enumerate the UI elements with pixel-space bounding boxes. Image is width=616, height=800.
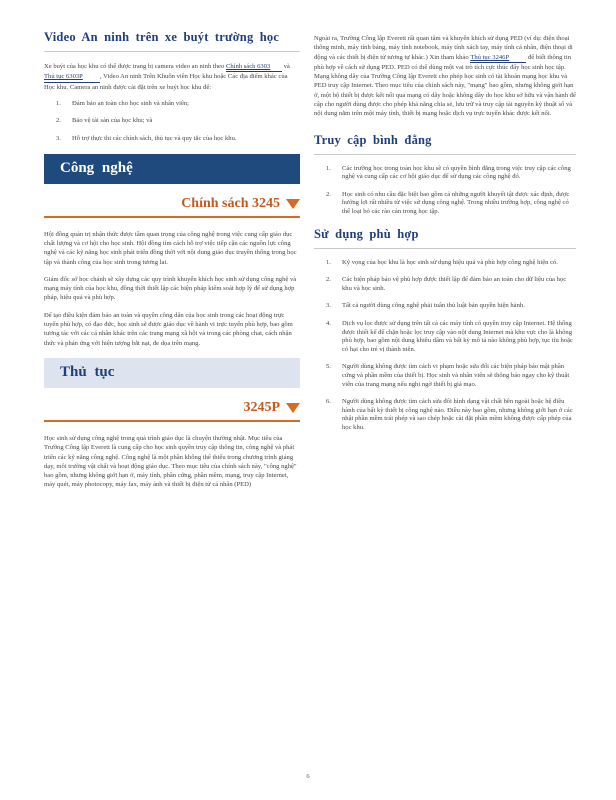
procedure-3245p-label: 3245P [243, 399, 280, 415]
ped-intro-text-2: để biết thông tin phù hợp về cách sử dụng PED. PED có thể dùng một vai trò tích cực thúc đẩy học sinh học tập. Mạng không dây của Trường Công lập Everett cho phép học sinh có tài khoản mạng học khu và PED truy cập Internet. Theo mục tiêu của chính sách này, "mạng" bao gồm, nhưng không giới hạn ở, một bộ thiết bị được kết nối qua mạng có dây hoặc không dây do học khu sở hữu và vận hành để cập cho người dùng được cho phép khả năng chia sẻ, lưu trữ và truy cập tài nguyên kỹ thuật số và nội dung nằm trên một máy tính, thiết bị mạng hoặc dịch vụ trực tuyến khác được kết nối. [314, 53, 576, 118]
list-item: 2. Học sinh có nhu cầu đặc biệt bao gồm cả những người khuyết tật được xác định, được hướng lợi rất nhiều từ việc sử dụng công nghệ. Trong nhiều trường hợp, công nghệ có thể loại bỏ các rào cản trong học tập. [326, 190, 570, 216]
video-intro-text-2: , Video An ninh Trên Khuôn viên Học khu hoặc Các địa điểm khác của Học khu. Camera an ninh được cài đặt trên xe buýt học khu để: [44, 73, 288, 91]
list-item: 3. Tất cả người dùng công nghệ phải tuân thủ luật bản quyền hiện hành. [326, 302, 525, 310]
list-item: 6. Người dùng không được tìm cách sửa đổi hình dạng vật chất bên ngoài hoặc hệ điều hành của bất kỳ thiết bị công nghệ nào. Điều này bao gồm, nhưng không giới hạn ở các nhật phần mềm trái phép và sao chép hoặc cài đặt phần mềm không được cấp phép của học khu. [326, 398, 573, 431]
video-purpose-list [44, 100, 300, 144]
policy-3245-header [44, 196, 300, 212]
appropriate-use-list [314, 259, 576, 433]
policy-6303-link[interactable]: Chính sách 6303 [226, 62, 282, 72]
procedure-banner [44, 358, 300, 388]
ped-intro-paragraph [314, 34, 576, 119]
procedure-3245p-header [44, 400, 300, 416]
triangle-down-icon [286, 199, 300, 209]
procedure-divider [44, 420, 300, 422]
policy-3245-label: Chính sách 3245 [181, 195, 280, 211]
policy-divider [44, 216, 300, 218]
list-item: 1. Các trường học trong toàn học khu sẽ có quyền bình đẳng trong việc truy cập các công nghệ và cung cấp các cơ hội giáo dục để sử dụng các công nghệ đó. [326, 164, 571, 181]
video-security-heading: Video An ninh trên xe buýt trường học [44, 30, 280, 44]
technology-banner-title: Công nghệ [60, 160, 133, 177]
procedure-3246p-link[interactable]: Thủ tục 3246P [470, 53, 526, 63]
technology-banner [44, 154, 300, 184]
page-number: 6 [306, 773, 310, 780]
procedure-banner-title: Thủ tục [60, 364, 115, 381]
video-security-intro [44, 62, 300, 92]
procedure-6303p-link[interactable]: Thủ tục 6303P [44, 72, 100, 82]
triangle-down-icon [286, 403, 300, 413]
heading-divider [314, 248, 576, 249]
right-column [314, 34, 576, 442]
list-item: 2. Các biện pháp bảo vệ phù hợp được thiết lập để đảm bảo an toàn cho dữ liệu của học khu và học sinh. [326, 276, 567, 292]
list-item: 4. Dịch vụ lọc được sử dụng trên tất cả các máy tính có quyền truy cập Internet. Hệ thống được thiết kế để chặn hoặc lọc truy cập vào nội dung Internet mà khu vực cho là không phù hợp, bao gồm nội dung khiêu dâm và bất kỳ mô tả nào không phù hợp, tục tĩu hoặc có hại cho trẻ vị thành niên. [326, 320, 573, 353]
list-item: 5. Người dùng không được tìm cách vi phạm hoặc sửa đổi các biện pháp bảo mật phần cứng và phần mềm của thiết bị. Học sinh và nhân viên sẽ thông báo ngay cho kỹ thuật viên của trang mạng nếu nghi ngờ thiết bị giả mạo. [326, 363, 570, 388]
video-and-text: và [283, 63, 290, 70]
list-item: 1. Đảm bảo an toàn cho học sinh và nhân viên; [56, 99, 190, 107]
heading-divider [44, 51, 300, 52]
technology-paragraph-2: Giám đốc sở học chánh sẽ xây dựng các quy trình khuyến khích học sinh sử dụng công nghệ và mạng máy tính của học khu, đồng thời thiết lập các biện pháp kiểm soát hợp lý để sử dụng hợp pháp, hiệu quả và phù hợp. [44, 275, 297, 302]
equal-access-heading: Truy cập bình đẳng [314, 132, 432, 147]
list-item: 2. Bảo vệ tài sản của học khu; và [56, 117, 153, 125]
list-item: 3. Hỗ trợ thực thi các chính sách, thủ tục và quy tắc của học khu. [56, 135, 237, 143]
technology-paragraph-3: Để tạo điều kiện đảm bảo an toàn và quyền công dân của học sinh trong các hoạt động trực tuyến phù hợp, có đạo đức, học sinh sẽ được giáo dục về hành vi trực tuyến phù hợp, bao gồm tương tác với các cá nhân khác trên các trang mạng xã hội và trong các phòng chat, cách nhận thức và phản ứng với hiện tượng bắt nạt, đe dọa trên mạng. [44, 311, 293, 347]
technology-paragraph-1: Hội đồng quản trị nhận thức được tầm quan trọng của công nghệ trong việc cung cấp giáo dục chất lượng và cơ hội cho học sinh. Hội đồng tìm cách hỗ trợ việc tiếp cận các nguồn lực công nghệ và các kỹ năng học sinh phát triển đồng thời với nội dung giáo dục truyền thống trong học tập và thành công của học sinh trong tương lai. [44, 230, 297, 266]
video-intro-text-1: Xe buýt của học khu có thể được trang bị camera video an ninh theo [44, 63, 225, 70]
appropriate-use-heading: Sử dụng phù hợp [314, 226, 419, 241]
list-item: 1. Kỹ vọng của học khu là học sinh sử dụng hiệu quả và phù hợp công nghệ hiện có. [326, 258, 559, 266]
ped-intro-text-1: Ngoài ra, Trường Công lập Everett rất quan tâm và khuyến khích sử dụng PED (ví dụ: điện thoại thông minh, máy tính bảng, máy tính notebook, máy tính xách tay, máy tính cá nhân, điện thoại di động và các thiết bị điện tử tương tự khác.) Xin tham khảo [314, 35, 573, 61]
left-column [44, 30, 300, 498]
equal-access-list [314, 165, 576, 217]
heading-divider [314, 154, 576, 155]
procedure-paragraph-1: Học sinh sử dụng công nghệ trong quá trình giáo dục là chuyện thường nhật. Mục tiêu của Trường Công lập Everett là cung cấp cho học sinh quyền truy cập thông tin, công nghệ và phát triển các kỹ năng công nghệ. Công nghệ là một phần không thể thiếu trong chương trình giảng dạy, môi trường vật chất và hoạt động giáo dục. Theo mục tiêu của chính sách này, "công nghệ" bao gồm, nhưng không giới hạn ở, máy tính, phần cứng, phần mềm, mạng, truy cập Internet, máy quét, máy photocopy, máy fax, máy ảnh và thiết bị điện tử cá nhân (PED) [44, 434, 297, 489]
